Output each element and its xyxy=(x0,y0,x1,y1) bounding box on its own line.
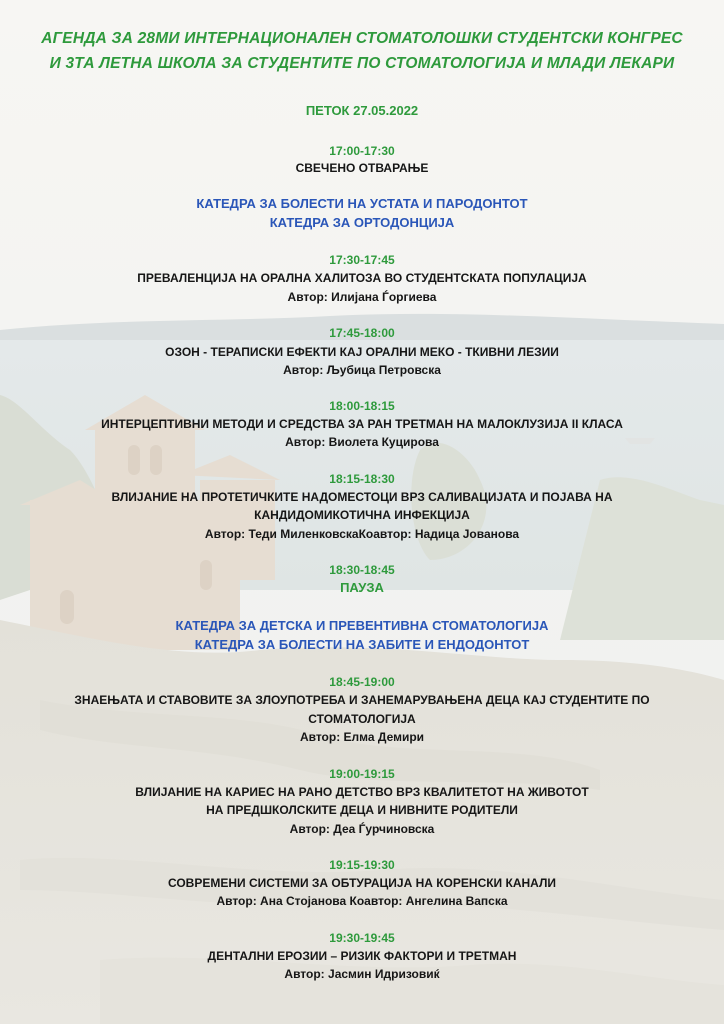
talk-time: 17:45-18:00 xyxy=(329,326,395,340)
talk-time: 19:00-19:15 xyxy=(329,767,395,781)
agenda-title-line-1: АГЕНДА ЗА 28МИ ИНТЕРНАЦИОНАЛЕН СТОМАТОЛОШКИ СТУДЕНТСКИ КОНГРЕС xyxy=(41,30,683,47)
talk-title: ПРЕВАЛЕНЦИЈА НА ОРАЛНА ХАЛИТОЗА ВО СТУДЕНТСКАТА ПОПУЛАЦИЈА xyxy=(137,271,587,285)
talk-time: 18:15-18:30 xyxy=(329,472,395,486)
talk-author: Автор: Ана Стојанова Коавтор: Ангелина Вапска xyxy=(216,894,508,908)
talk-title: ВЛИЈАНИЕ НА ПРОТЕТИЧКИТЕ НАДОМЕСТОЦИ ВРЗ САЛИВАЦИЈАТА И ПОЈАВА НА xyxy=(111,490,613,504)
opening-time: 17:00-17:30 xyxy=(329,144,395,158)
talk-title: ЗНАЕЊАТА И СТАВОВИТЕ ЗА ЗЛОУПОТРЕБА И ЗАНЕМАРУВАЊЕНА ДЕЦА КАЈ СТУДЕНТИТЕ ПО xyxy=(74,693,650,707)
talk-author: Автор: Илијана Ѓоргиева xyxy=(287,290,437,304)
talk-author: Автор: Љубица Петровска xyxy=(283,363,441,377)
talk-time: 18:00-18:15 xyxy=(329,399,395,413)
talk-time: 17:30-17:45 xyxy=(329,253,395,267)
department-heading: КАТЕДРА ЗА БОЛЕСТИ НА ЗАБИТЕ И ЕНДОДОНТОТ xyxy=(194,637,530,652)
talk-time: 19:15-19:30 xyxy=(329,858,395,872)
talk-title: СОВРЕМЕНИ СИСТЕМИ ЗА ОБТУРАЦИЈА НА КОРЕНСКИ КАНАЛИ xyxy=(167,876,557,890)
talk-author: Автор: Деа Ѓурчиновска xyxy=(289,822,435,836)
department-heading: КАТЕДРА ЗА ОРТОДОНЦИЈА xyxy=(269,215,455,230)
talk-title-continued: СТОМАТОЛОГИЈА xyxy=(308,712,416,726)
agenda-title-line-2: И 3ТА ЛЕТНА ШКОЛА ЗА СТУДЕНТИТЕ ПО СТОМАТОЛОГИЈА И МЛАДИ ЛЕКАРИ xyxy=(49,55,675,72)
talk-time: 18:45-19:00 xyxy=(329,675,395,689)
talk-author: Автор: Виолета Куцирова xyxy=(285,435,439,449)
talk-title: ИНТЕРЦЕПТИВНИ МЕТОДИ И СРЕДСТВА ЗА РАН ТРЕТМАН НА МАЛОКЛУЗИЈА II КЛАСА xyxy=(101,417,623,431)
agenda-date: ПЕТОК 27.05.2022 xyxy=(305,103,419,118)
talk-title-continued: НА ПРЕДШКОЛСКИТЕ ДЕЦА И НИВНИТЕ РОДИТЕЛИ xyxy=(206,803,518,817)
talk-author: Автор: Јасмин Идризовиќ xyxy=(284,967,440,981)
talk-title: ДЕНТАЛНИ ЕРОЗИИ – РИЗИК ФАКТОРИ И ТРЕТМАН xyxy=(207,949,517,963)
talk-title: ОЗОН - ТЕРАПИСКИ ЕФЕКТИ КАЈ ОРАЛНИ МЕКО - ТКИВНИ ЛЕЗИИ xyxy=(165,345,559,359)
talk-title: ВЛИЈАНИЕ НА КАРИЕС НА РАНО ДЕТСТВО ВРЗ КВАЛИТЕТОТ НА ЖИВОТОТ xyxy=(135,785,589,799)
department-heading: КАТЕДРА ЗА БОЛЕСТИ НА УСТАТА И ПАРОДОНТОТ xyxy=(196,196,528,211)
talk-author: Автор: Теди МиленковскаКоавтор: Надица Јованова xyxy=(204,527,520,541)
opening-title: СВЕЧЕНО ОТВАРАЊЕ xyxy=(295,161,429,175)
talk-time: 19:30-19:45 xyxy=(329,931,395,945)
pause-time: 18:30-18:45 xyxy=(329,563,395,577)
talk-author: Автор: Елма Демири xyxy=(299,730,425,744)
pause-label: ПАУЗА xyxy=(340,580,384,595)
department-heading: КАТЕДРА ЗА ДЕТСКА И ПРЕВЕНТИВНА СТОМАТОЛОГИЈА xyxy=(175,618,549,633)
talk-title-continued: КАНДИДОМИКОТИЧНА ИНФЕКЦИЈА xyxy=(254,508,470,522)
